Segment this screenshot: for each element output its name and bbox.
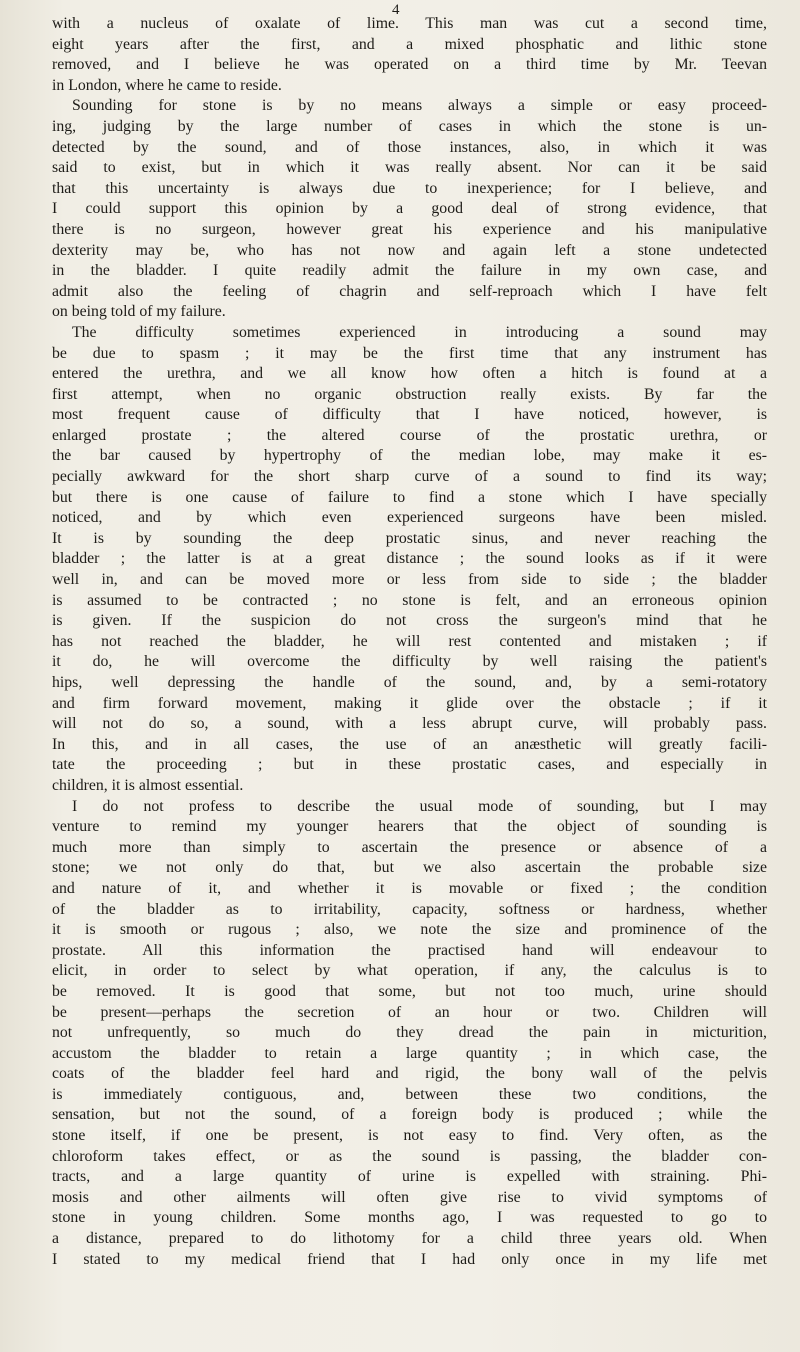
text-line: of the bladder as to irritability, capacity, softness or hardness, whether	[52, 900, 767, 918]
text-line: eight years after the first, and a mixed phosphatic and lithic stone	[52, 35, 767, 53]
text-line: hips, well depressing the handle of the sound, and, by a semi-rotatory	[52, 674, 767, 691]
text-line: sensation, but not the sound, of a foreign body is produced ; while the	[52, 1106, 767, 1124]
text-line: it do, he will overcome the difficulty by well raising the patient's	[52, 653, 767, 671]
text-line: it is smooth or rugous ; also, we note the size and prominence of the	[52, 921, 767, 939]
text-line: much more than simply to ascertain the presence or absence of a	[52, 838, 767, 856]
text-line: stone; we not only do that, but we also ascertain the probable size	[52, 859, 767, 877]
text-line: elicit, in order to select by what operation, if any, the calculus is to	[52, 962, 767, 980]
text-line: dexterity may be, who has not now and again left a stone undetected	[52, 241, 767, 259]
text-line: venture to remind my younger hearers that the object of sounding is	[52, 818, 767, 836]
text-line: has not reached the bladder, he will rest contented and mistaken ; if	[52, 632, 767, 650]
text-line: the bar caused by hypertrophy of the median lobe, may make it es-	[52, 447, 767, 465]
text-line: bladder ; the latter is at a great distance ; the sound looks as if it were	[52, 550, 767, 568]
text-line: stone itself, if one be present, is not easy to find. Very often, as the	[52, 1127, 767, 1145]
text-line: Sounding for stone is by no means always a simple or easy proceed-	[72, 97, 767, 115]
text-line: in the bladder. I quite readily admit the failure in my own case, and	[52, 262, 767, 280]
text-line: and nature of it, and whether it is movable or fixed ; the condition	[52, 879, 767, 897]
text-line: first attempt, when no organic obstruction really exists. By far the	[52, 385, 767, 403]
text-line: a distance, prepared to do lithotomy for a child three years old. When	[52, 1230, 767, 1248]
text-line: accustom the bladder to retain a large quantity ; in which case, the	[52, 1044, 767, 1062]
text-line: children, it is almost essential.	[52, 776, 244, 794]
text-line: not unfrequently, so much do they dread the pain in micturition,	[52, 1024, 767, 1042]
text-line: said to exist, but in which it was really absent. Nor can it be said	[52, 159, 767, 177]
body-text	[52, 14, 767, 1270]
text-line: I stated to my medical friend that I had only once in my life met	[52, 1250, 767, 1268]
text-line: admit also the feeling of chagrin and self-reproach which I have felt	[52, 282, 767, 300]
page-number: 4	[392, 2, 400, 18]
text-line: ing, judging by the large number of cases in which the stone is un-	[52, 117, 767, 135]
text-line: most frequent cause of difficulty that I have noticed, however, is	[52, 406, 767, 424]
text-line: in London, where he came to reside.	[52, 76, 282, 94]
text-line: is immediately contiguous, and, between these two conditions, the	[52, 1085, 767, 1103]
text-line: and firm forward movement, making it glide over the obstacle ; if it	[52, 694, 767, 712]
text-line: be present—perhaps the secretion of an hour or two. Children will	[52, 1003, 767, 1021]
text-line: In this, and in all cases, the use of an anæsthetic will greatly facili-	[52, 735, 767, 753]
text-line: The difficulty sometimes experienced in introducing a sound may	[72, 323, 767, 341]
text-line: on being told of my failure.	[52, 303, 226, 321]
text-line: enlarged prostate ; the altered course of the prostatic urethra, or	[52, 426, 767, 444]
text-line: entered the urethra, and we all know how often a hitch is found at a	[52, 365, 767, 383]
text-line: will not do so, a sound, with a less abrupt curve, will probably pass.	[52, 715, 767, 733]
text-line: is given. If the suspicion do not cross the surgeon's mind that he	[52, 612, 767, 630]
text-line: well in, and can be moved more or less from side to side ; the bladder	[52, 571, 767, 589]
text-line: be due to spasm ; it may be the first time that any instrument has	[52, 344, 767, 362]
text-line: I do not profess to describe the usual mode of sounding, but I may	[72, 797, 767, 815]
text-line: tate the proceeding ; but in these prostatic cases, and especially in	[52, 756, 767, 774]
text-line: tracts, and a large quantity of urine is expelled with straining. Phi-	[52, 1168, 767, 1186]
text-line: with a nucleus of oxalate of lime. This man was cut a second time,	[52, 15, 767, 32]
text-line: I could support this opinion by a good deal of strong evidence, that	[52, 200, 767, 218]
text-line: is assumed to be contracted ; no stone is felt, and an erroneous opinion	[52, 591, 767, 609]
text-line: be removed. It is good that some, but not too much, urine should	[52, 982, 767, 1000]
text-line: removed, and I believe he was operated on a third time by Mr. Teevan	[52, 56, 767, 74]
text-line: but there is one cause of failure to find a stone which I have specially	[52, 488, 767, 506]
text-line: detected by the sound, and of those instances, also, in which it was	[52, 138, 767, 156]
text-line: chloroform takes effect, or as the sound is passing, the bladder con-	[52, 1147, 767, 1165]
text-line: that this uncertainty is always due to inexperience; for I believe, and	[52, 179, 767, 197]
text-line: prostate. All this information the practised hand will endeavour to	[52, 941, 767, 959]
text-line: there is no surgeon, however great his experience and his manipulative	[52, 220, 767, 238]
text-line: coats of the bladder feel hard and rigid, the bony wall of the pelvis	[52, 1065, 767, 1083]
text-line: pecially awkward for the short sharp curve of a sound to find its way;	[52, 468, 767, 486]
text-line: mosis and other ailments will often give rise to vivid symptoms of	[52, 1188, 767, 1206]
text-line: noticed, and by which even experienced surgeons have been misled.	[52, 509, 767, 527]
text-line: stone in young children. Some months ago, I was requested to go to	[52, 1209, 767, 1227]
text-line: It is by sounding the deep prostatic sinus, and never reaching the	[52, 529, 767, 547]
